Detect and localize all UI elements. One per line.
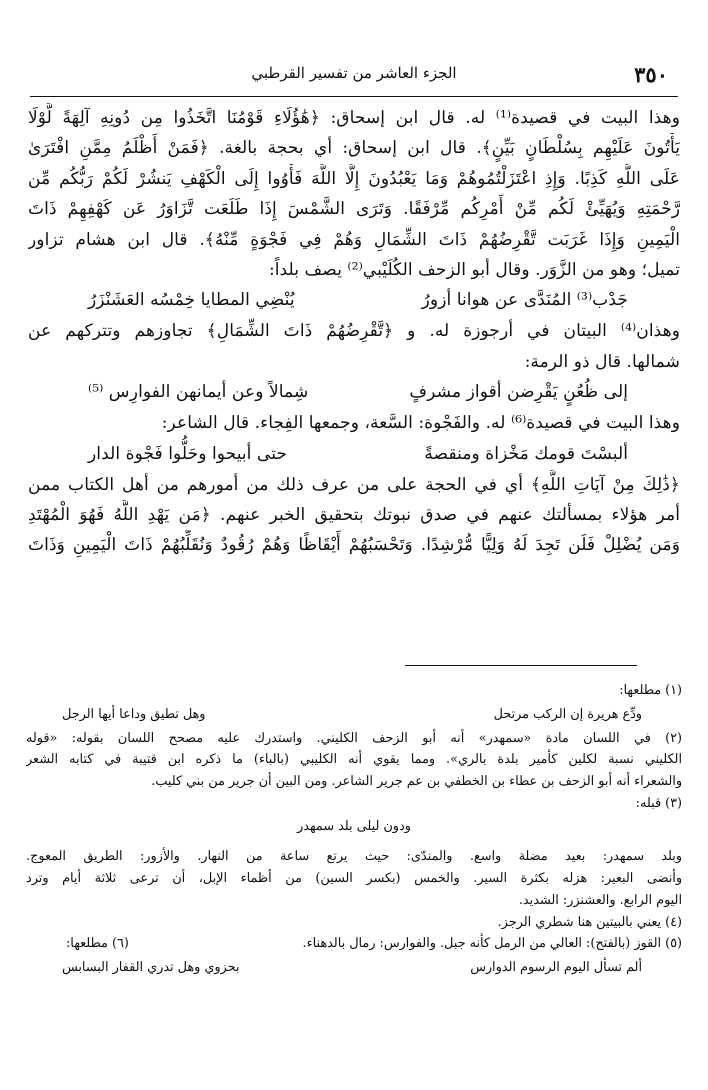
text-line: رَّحْمَتِهِ وَيُهَيِّئْ لَكُم مِّنْ أَمْرِكُم مِّرْفَقًا. وَتَرَى الشَّمْسَ إِذَا طَلَعَت تَّزَاوَرُ عَن كَهْفِهِمْ ذَاتَ xyxy=(28,199,680,220)
text-line: شمالها. قال ذو الرمة: xyxy=(524,351,680,372)
footnote-verse xyxy=(26,702,682,728)
verse-second-hemistich: حتى أبيحوا وحَلُّوا فَجْوة الدار xyxy=(88,443,288,464)
text-line: عَلَى اللَّهِ كَذِبًا. وَإِذِ اعْتَزَلْتُمُوهُمْ وَمَا يَعْبُدُونَ إِلَّا اللَّهَ فَأْوُوا إِلَى الْكَهْفِ يَنشُرْ لَكُمْ رَبُّكُم مِّن xyxy=(28,168,680,189)
footnote-5-6-row xyxy=(26,933,682,955)
footnote-3-line: وبلد سمهدر: بعيد مضلة واسع. والمندّى: حيث يرتع ساعة من النهار. والأزور: الطريق المعوج. xyxy=(26,849,682,865)
verse-second-hemistich: شِمالاً وعن أيمانهن الفوارِس ⁽⁵⁾ xyxy=(88,382,309,403)
text-line: وهذان⁽⁴⁾ البيتان في أرجوزة له. و ﴿تَّقْرِضُهُمْ ذَاتَ الشِّمَالِ﴾ تجاوزهم وتتركهم عن xyxy=(28,321,680,342)
poem-verse xyxy=(28,439,680,470)
footnote-3-label: (٣) قبله: xyxy=(635,795,682,811)
page-number: ٣٥٠ xyxy=(634,62,668,87)
text-line: وهذا البيت في قصيدة⁽⁶⁾ له. والفَجْوة: السَّعة، وجمعها الفِجاء. قال الشاعر: xyxy=(161,413,680,434)
verse-first-hemistich: ألم تسأل اليوم الرسوم الدوارس xyxy=(470,959,642,975)
footnote-verse: ودون ليلى بلد سمهدر xyxy=(297,819,411,835)
footnote-3-line: اليوم الرابع. والعشنزر: الشديد. xyxy=(518,892,682,908)
verse-second-hemistich: يُنْضِي المطايا خِمْسُه العَشَنْزَرُ xyxy=(88,290,295,311)
running-head xyxy=(30,62,678,88)
footnote-2-line: الكليني نسبة لكلين كأمير بلدة بالري». ومما يقوي أنه الكليبي (بالباء) ما ذكره ابن قتيبة في كتابه الشعر xyxy=(26,752,682,768)
footnote-1-label: (١) مطلعها: xyxy=(619,683,682,698)
text-line: ﴿ذَٰلِكَ مِنْ آيَاتِ اللَّهِ﴾ أي في الحجة على من عرف ذلك من أمورهم من أهل الكتاب ممن xyxy=(28,474,680,495)
poem-verse xyxy=(28,285,680,316)
poem-verse xyxy=(28,377,680,408)
footnotes xyxy=(26,680,682,981)
text-line: يَأْتُونَ عَلَيْهِم بِسُلْطَانٍ بَيِّنٍ﴾. قال ابن إسحاق: أي بحجة بالغة. ﴿فَمَنْ أَظْلَمُ مِمَّنِ افْتَرَىٰ xyxy=(28,138,680,159)
verse-first-hemistich: ودِّع هريرة إن الركب مرتحل xyxy=(493,706,642,722)
footnote-2-line: والشعراء أنه أبو الزحف بن عطاء بن الخطفي بن عم جرير الشاعر. ومن البين أن جرير من بني كليب. xyxy=(151,774,682,790)
text-line: أمر هؤلاء بمسألتك عنهم في صدق نبوتك بتحقيق الخبر عنهم. ﴿مَن يَهْدِ اللَّهُ فَهُوَ الْمُهْتَدِ xyxy=(28,504,680,525)
footnote-3-line: وأنضى البعير: هزله بكثرة السير. والخمس (بكسر السين) من أظماء الإبل، أن ترعى ثلاثة أيام وترد xyxy=(26,871,682,887)
verse-first-hemistich: جَدْب⁽³⁾ المُنَدَّى عن هوانا أزورُ xyxy=(421,290,628,311)
footnote-rule xyxy=(405,665,637,666)
footnote-verse xyxy=(26,955,682,981)
running-title: الجزء العاشر من تفسير القرطبي xyxy=(251,64,457,82)
text-line: وهذا البيت في قصيدة⁽¹⁾ له. قال ابن إسحاق: ﴿هَٰؤُلَاءِ قَوْمُنَا اتَّخَذُوا مِن دُونِهِ آلِهَةً لَّوْلَا xyxy=(28,108,680,128)
text-line: الْيَمِينِ وَإِذَا غَرَبَت تَّقْرِضُهُمْ ذَاتَ الشِّمَالِ وَهُمْ فِي فَجْوَةٍ مِّنْهُ﴾. قال ابن هشام تزاور xyxy=(28,229,680,250)
text-line: تميل؛ وهو من الزَّوَر. وقال أبو الزحف الكُلَيْبي⁽²⁾ يصف بلداً: xyxy=(268,259,680,280)
footnote-4: (٤) يعني بالبيتين هنا شطري الرجز. xyxy=(497,914,682,930)
footnote-2-line: (٢) في اللسان مادة «سمهدر» أنه أبو الزحف الكليني. واستدرك عليه مصحح اللسان بقوله: «قوله xyxy=(26,730,682,746)
verse-first-hemistich: ألبسْتَ قومك مَخْزاة ومنقصةً xyxy=(424,443,628,464)
footnote-5: (٥) القوز (بالفتح): العالي من الرمل كأنه جبل. والفوارس: رمال بالدهناء. xyxy=(302,936,682,952)
verse-first-hemistich: إلى ظُعُنٍ يَقْرِضن أقواز مشرفٍ xyxy=(409,382,628,403)
verse-second-hemistich: بحزوي وهل تدري القفار البسابس xyxy=(62,959,240,975)
header-rule xyxy=(30,96,678,97)
text-line: وَمَن يُضْلِلْ فَلَن تَجِدَ لَهُ وَلِيًّا مُّرْشِدًا. وَتَحْسَبُهُمْ أَيْقَاظًا وَهُمْ رُقُودٌ وَنُقَلِّبُهُمْ ذَاتَ الْيَمِينِ وَذَاتَ xyxy=(28,535,680,556)
verse-second-hemistich: وهل تطيق وداعا أيها الرجل xyxy=(62,706,206,722)
footnote-6-label: (٦) مطلعها: xyxy=(66,936,129,952)
main-text xyxy=(28,103,680,561)
